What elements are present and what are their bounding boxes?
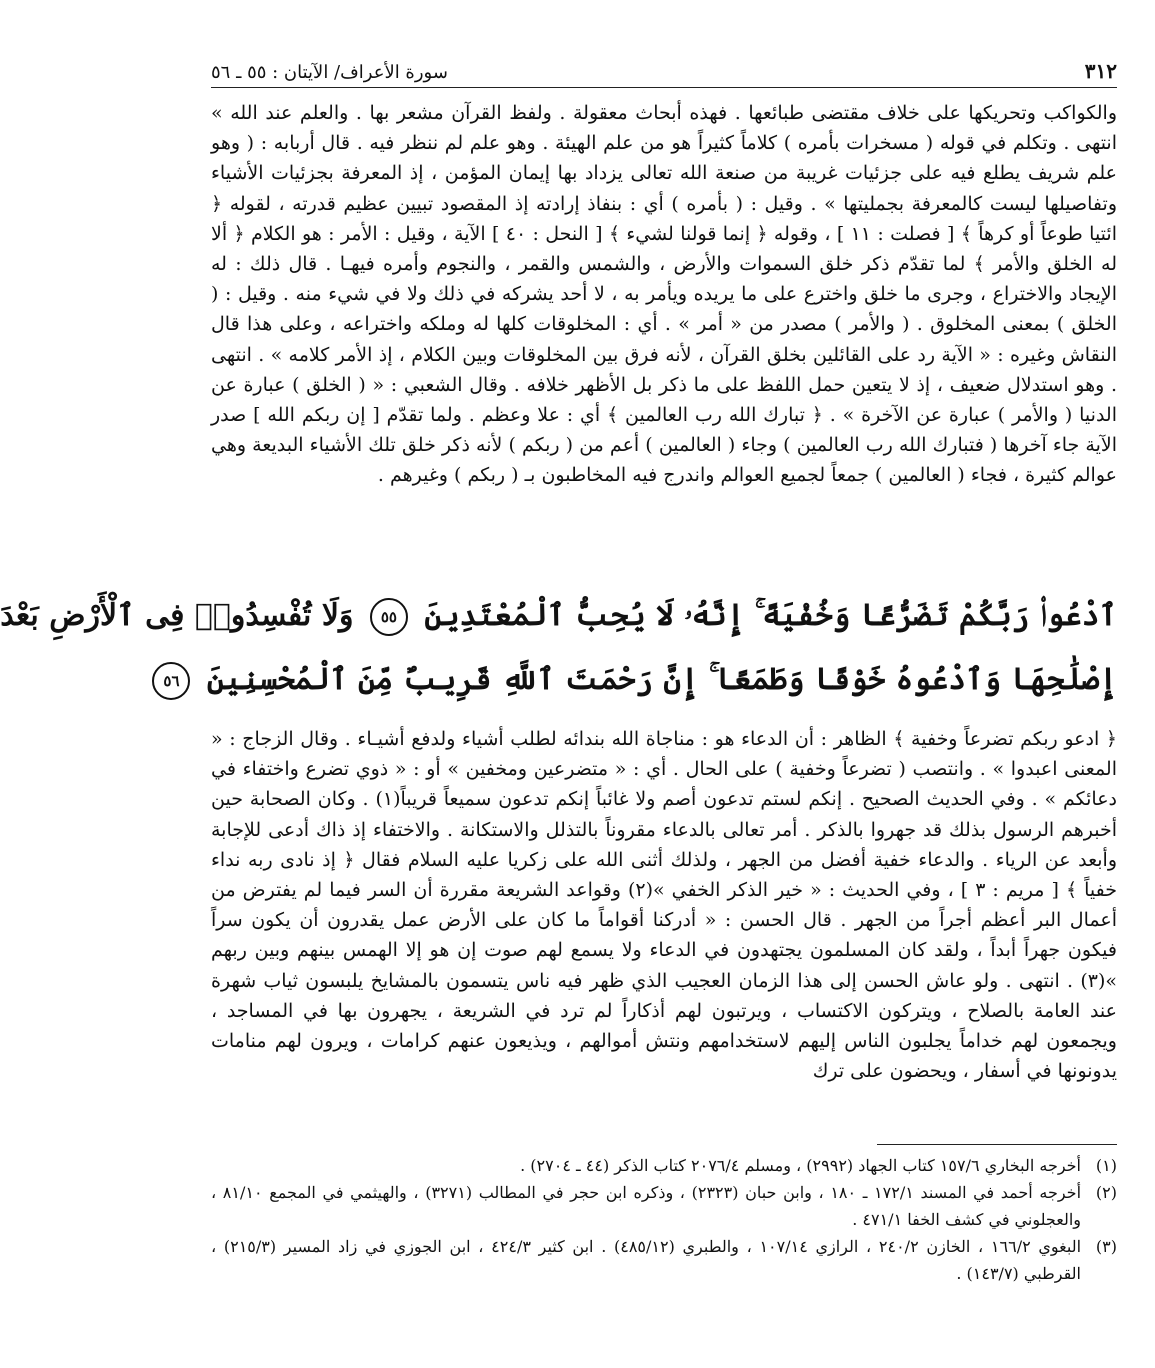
footnote-item — [211, 1179, 1117, 1233]
footnote-text: البغوي ١٦٦/٢ ، الخازن ٢٤٠/٢ ، الرازي ١٠٧/١٤ ، والطبري (٤٨٥/١٢) . ابن كثير ٤٢٤/٣ ، ابن الجوزي في زاد المسير (٢١٥/٣) ، القرطبي (١٤٣/٧) . — [211, 1237, 1082, 1283]
ayah-line-1 — [0, 590, 1117, 642]
footnotes — [211, 1152, 1117, 1287]
footnote-number: (١) — [1095, 1156, 1117, 1175]
footnote-divider — [877, 1144, 1117, 1145]
footnote-item — [211, 1233, 1117, 1287]
footnote-item — [211, 1152, 1117, 1179]
ayah-56-start-text: وَلَا تُفْسِدُوا۟ فِى ٱلْأَرْضِ بَعْدَ — [0, 598, 354, 633]
ayah-55-text: ٱدْعُوا۟ رَبَّكُمْ تَضَرُّعًا وَخُفْيَةً ۚ إِنَّهُۥ لَا يُحِبُّ ٱلْمُعْتَدِينَ — [424, 598, 1117, 633]
commentary-paragraph-1: والكواكب وتحريكها على خلاف مقتضى طبائعها . فهذه أبحاث معقولة . ولفظ القرآن مشعر بها . والعلم عند الله » انتهى . وتكلم في قوله ( مسخرات بأمره ) كلاماً كثيراً هو من علم الهيئة . وهو علم لم ننظر فيه . قال أربابه : ( وهو علم شريف يطلع فيه على جزئيات غريبة من صنعة الله تعالى يزداد بها إيمان المؤمن ، إذ المعرفة بجزئيات الأشياء وتفاصيلها ليست كالمعرفة بجمليتها » . وقيل : ( بأمره ) أي : بنفاذ إرادته إذ المقصود تبيين عظيم قدرته ، لقوله ﴿ ائتيا طوعاً أو كرهاً ﴾ [ فصلت : ١١ ] ، وقوله ﴿ إنما قولنا لشيء ﴾ [ النحل : ٤٠ ] الآية ، وقيل : الأمر : هو الكلام ﴿ ألا له الخلق والأمر ﴾ لما تقدّم ذكر خلق السموات والأرض ، والشمس والقمر ، والنجوم وأمره فيهـا . قال ذلك : له الإيجاد والاختراع ، وجرى ما خلق واخترع على ما يريده ويأمر به ، لا أحد يشركه في ذلك ولا في شيء منه . وقيل : ( الخلق ) بمعنى المخلوق . ( والأمر ) مصدر من « أمر » . أي : المخلوقات كلها له وملكه واختراعه ، وعلى هذا قال النقاش وغيره : « الآية رد على القائلين بخلق القرآن ، لأنه فرق بين المخلوقات وبين الكلام ، إذ الأمر كلامه » . انتهى . وهو استدلال ضعيف ، إذ لا يتعين حمل اللفظ على ما ذكر بل الأظهر خلافه . وقال الشعبي : « ( الخلق ) عبارة عن الدنيا ( والأمر ) عبارة عن الآخرة » . ﴿ تبارك الله رب العالمين ﴾ أي : علا وعظم . ولما تقدّم [ إن ربكم الله ] صدر الآية جاء آخرها ( فتبارك الله رب العالمين ) وجاء ( العالمين ) أعم من ( ربكم ) لأنه ذكر خلق تلك الأشياء البديعة وهي عوالم كثيرة ، فجاء ( العالمين ) جمعاً لجميع العوالم واندرج فيه المخاطبون بـ ( ربكم ) وغيرهم . — [211, 102, 1117, 487]
footnote-text: أخرجه البخاري ١٥٧/٦ كتاب الجهاد (٢٩٩٢) ، ومسلم ٢٠٧٦/٤ كتاب الذكر (٤٤ ـ ٢٧٠٤) . — [520, 1156, 1081, 1175]
footnote-text: أخرجه أحمد في المسند ١٧٢/١ ـ ١٨٠ ، وابن حبان (٢٣٢٣) ، وذكره ابن حجر في المطالب (٣٢٧١) ، والهيثمي في المجمع ٨١/١٠ ، والعجلوني في كشف الخفا ٤٧١/١ . — [211, 1183, 1082, 1229]
quran-verses — [0, 584, 1117, 712]
running-title: سورة الأعراف/ الآيتان : ٥٥ ـ ٥٦ — [211, 62, 448, 83]
ayah-number-marker: ٥٦ — [152, 662, 190, 700]
footnote-number: (٢) — [1095, 1183, 1117, 1202]
ayah-line-2 — [163, 654, 1117, 706]
page-header — [211, 58, 1117, 88]
footnote-number: (٣) — [1095, 1237, 1117, 1256]
commentary-paragraph-2: ﴿ ادعو ربكم تضرعاً وخفية ﴾ الظاهر : أن الدعاء هو : مناجاة الله بندائه لطلب أشياء ولدفع أشيـاء . وقال الزجاج : « المعنى اعبدوا » . وانتصب ( تضرعاً وخفية ) على الحال . أي : « متضرعين ومخفين » أو : « ذوي تضرع واختفاء في دعائكم » . وفي الحديث الصحيح . إنكم لستم تدعون أصم ولا غائباً إنكم تدعون سميعاً قريباً(١) . وكان الصحابة حين أخبرهم الرسول بذلك قد جهروا بالذكر . أمر تعالى بالدعاء مقروناً بالتذلل والاستكانة . والاختفاء إذ ذاك أدعى للإجابة وأبعد عن الرياء . والدعاء خفية أفضل من الجهر ، ولذلك أثنى الله على زكريا عليه السلام فقال ﴿ إذ نادى ربه نداء خفياً ﴾ [ مريم : ٣ ] ، وفي الحديث : « خير الذكر الخفي »(٢) وقواعد الشريعة مقررة أن السر فيما لم يفترض من أعمال البر أعظم أجراً من الجهر . قال الحسن : « أدركنا أقواماً ما كان على الأرض عمل يقدرون أن يكون سراً فيكون جهراً أبداً ، ولقد كان المسلمون يجتهدون في الدعاء ولا يسمع لهم صوت إن هو إلا الهمس بينهم وبين ربهم »(٣) . انتهى . ولو عاش الحسن إلى هذا الزمان العجيب الذي ظهر فيه ناس يتسمون بالمشايخ يلبسون ثياب شهرة عند العامة بالصلاح ، ويتركون الاكتساب ، ويرتبون لهم أذكاراً لم ترد في الشريعة ، يجهرون بها في المساجد ، ويجمعون لهم خداماً يجلبون الناس إليهم لاستخدامهم ونتش أموالهم ، ويذيعون عنهم كرامات ، ويرون لهم منامات يدونونها في أسفار ، ويحضون على ترك — [211, 728, 1118, 1083]
page-number: ٣١٢ — [1084, 59, 1117, 83]
ayah-56-text: إِصْلَٰحِهَا وَٱدْعُوهُ خَوْفًا وَطَمَعًا ۚ إِنَّ رَحْمَتَ ٱللَّهِ قَرِيبٌ مِّنَ ٱلْمُحْسِنِينَ — [206, 662, 1117, 697]
ayah-number-marker: ٥٥ — [370, 598, 408, 636]
